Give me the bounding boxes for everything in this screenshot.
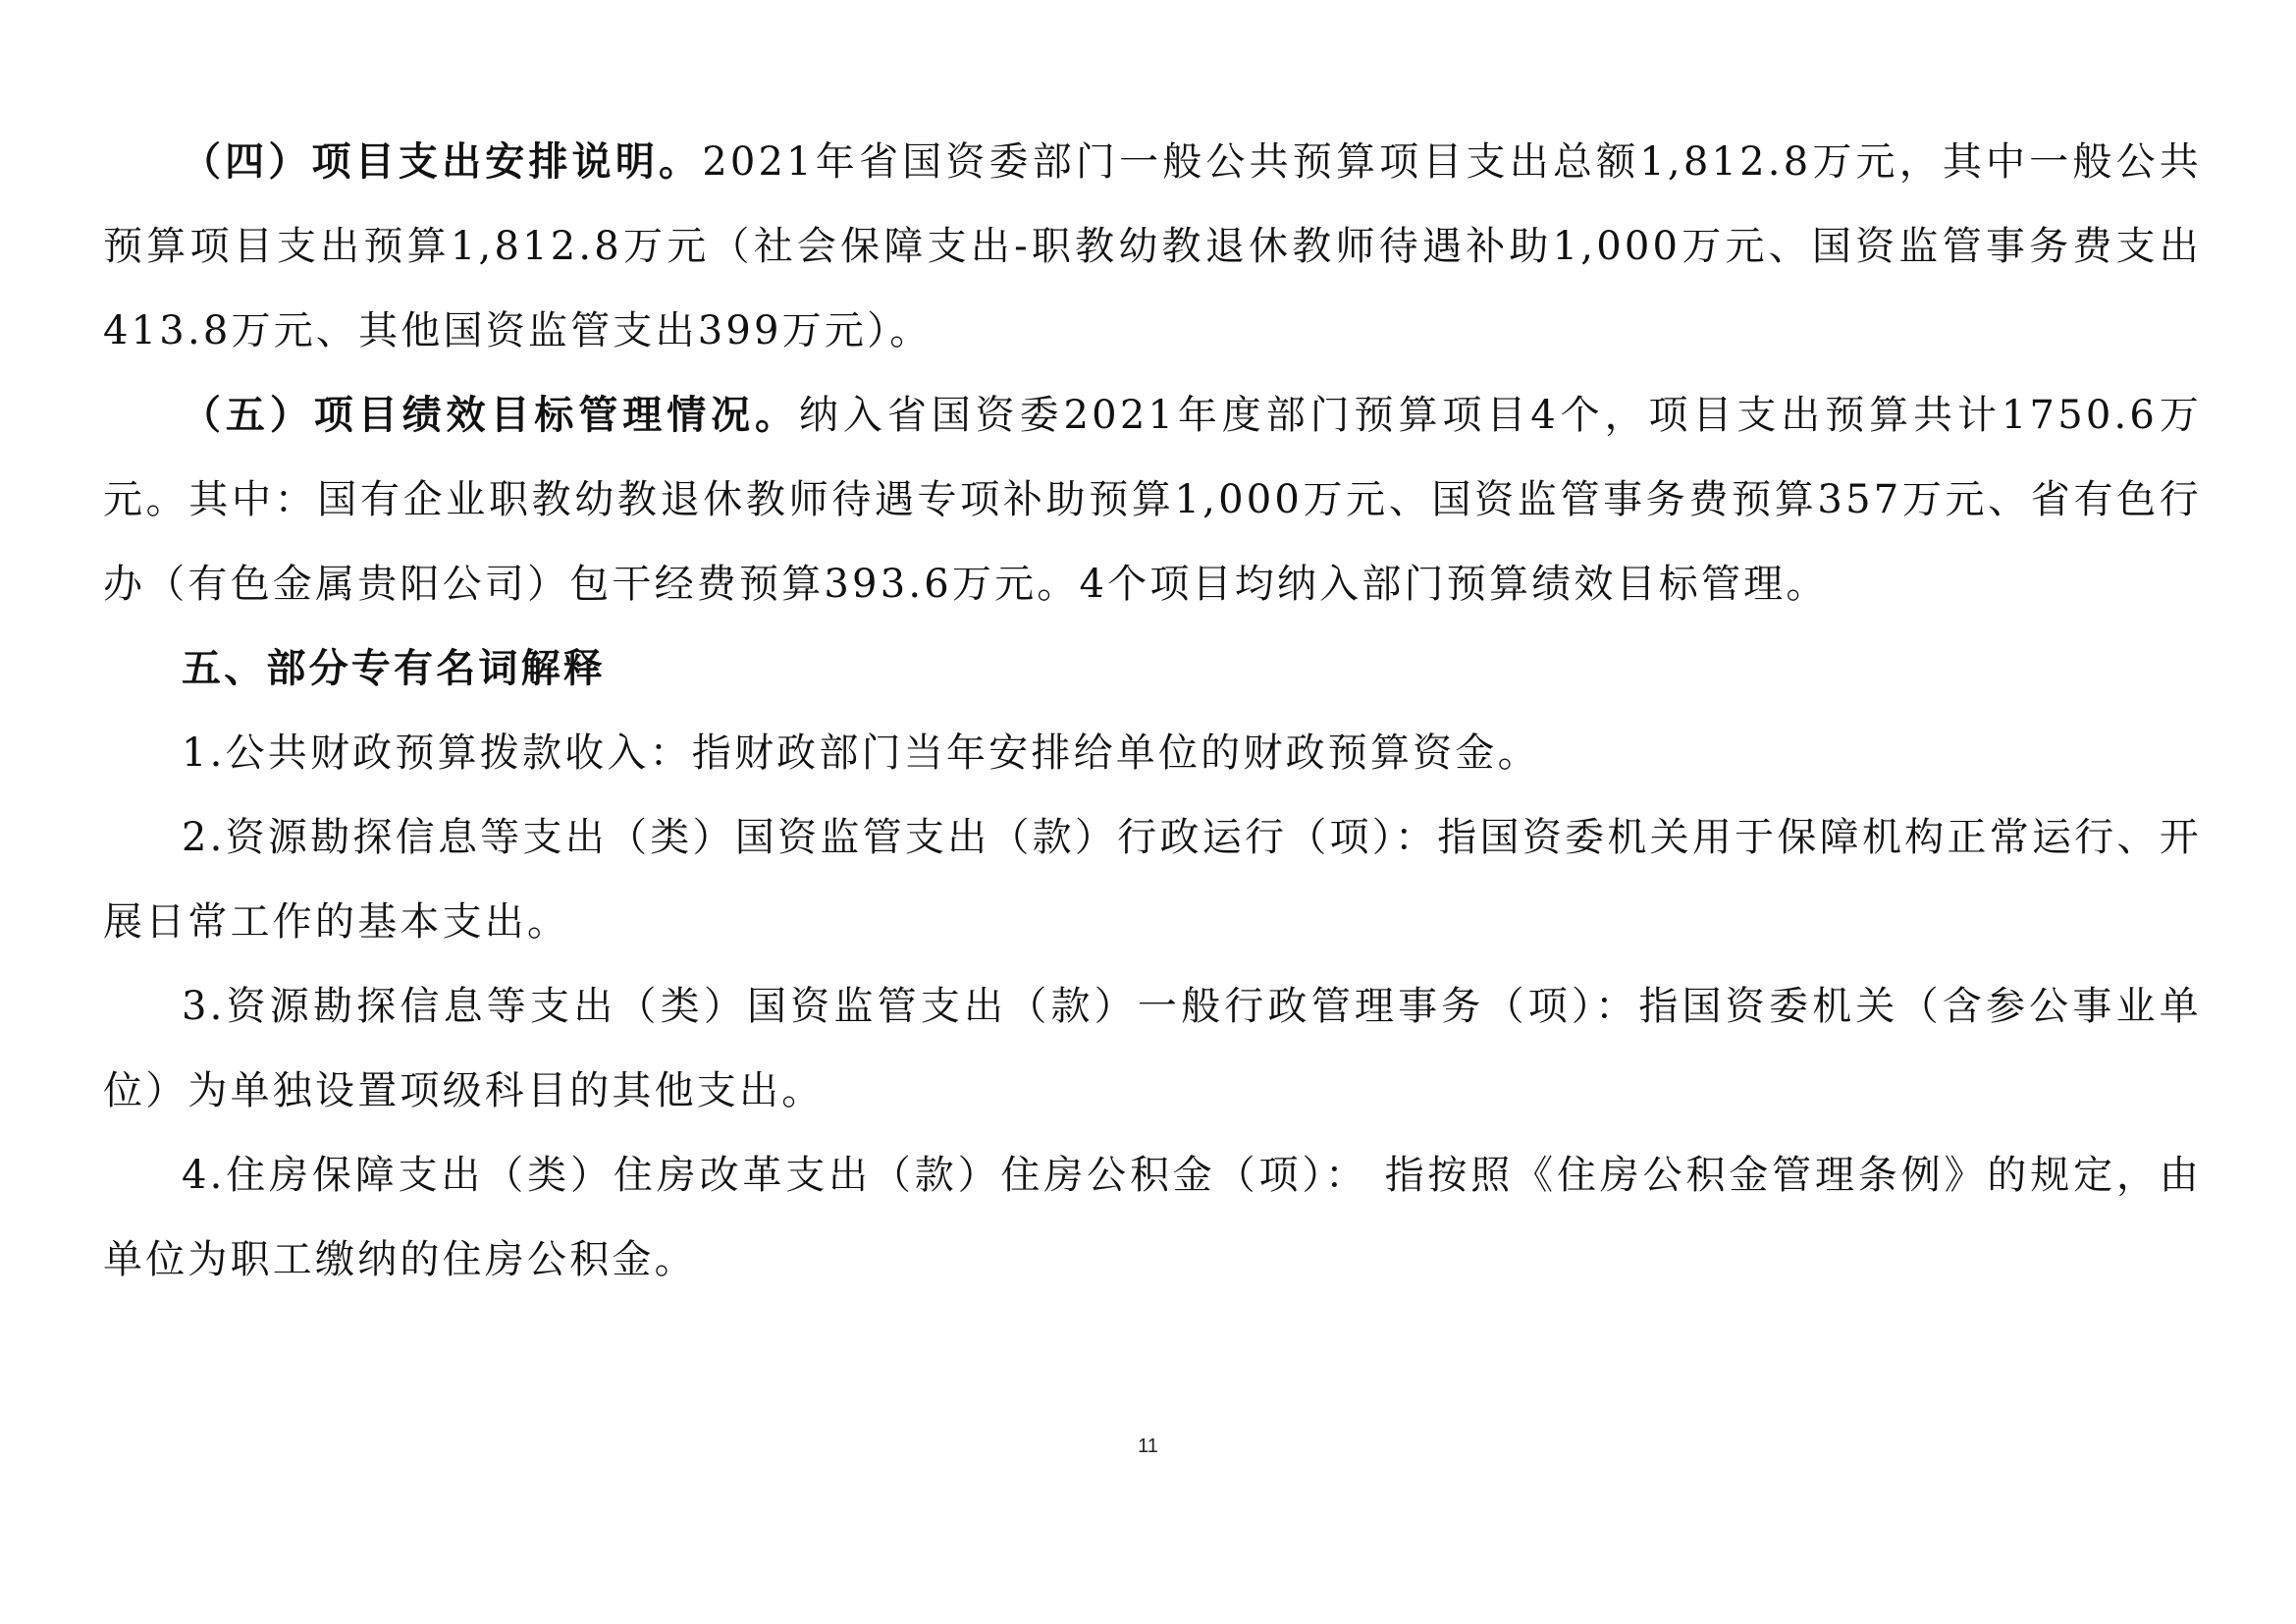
paragraph-performance-targets — [103, 373, 2202, 626]
paragraph-project-expenditure — [103, 120, 2202, 373]
section-heading-glossary: 五、部分专有名词解释 — [182, 645, 606, 691]
paragraph-project-expenditure-label: （四）项目支出安排说明。 — [182, 138, 703, 185]
document-body — [103, 120, 2202, 1302]
glossary-item-1: 1.公共财政预算拨款收入：指财政部门当年安排给单位的财政预算资金。 — [182, 731, 1540, 776]
page-number: 11 — [1138, 1435, 1158, 1457]
glossary-item-4: 4.住房保障支出（类）住房改革支出（款）住房公积金（项）： 指按照《住房公积金管理条例》的规定，由单位为职工缴纳的住房公积金。 — [103, 1153, 2202, 1282]
glossary-item-3: 3.资源勘探信息等支出（类）国资监管支出（款）一般行政管理事务（项）：指国资委机关（含参公事业单位）为单独设置项级科目的其他支出。 — [103, 984, 2202, 1113]
paragraph-performance-targets-label: （五）项目绩效目标管理情况。 — [182, 392, 799, 438]
paragraph-performance-targets-text: 纳入省国资委2021年度部门预算项目4个，项目支出预算共计1750.6万元。其中：国有企业职教幼教退休教师待遇专项补助预算1,000万元、国资监管事务费预算357万元、省有色行办（有色金属贵阳公司）包干经费预算393.6万元。4个项目均纳入部门预算绩效目标管理。 — [103, 393, 2202, 607]
glossary-item-2: 2.资源勘探信息等支出（类）国资监管支出（款）行政运行（项）：指国资委机关用于保障机构正常运行、开展日常工作的基本支出。 — [103, 815, 2202, 945]
paragraph-project-expenditure-text: 2021年省国资委部门一般公共预算项目支出总额1,812.8万元，其中一般公共预算项目支出预算1,812.8万元（社会保障支出-职教幼教退休教师待遇补助1,000万元、国资监管事务费支出413.8万元、其他国资监管支出399万元）。 — [103, 139, 2202, 353]
